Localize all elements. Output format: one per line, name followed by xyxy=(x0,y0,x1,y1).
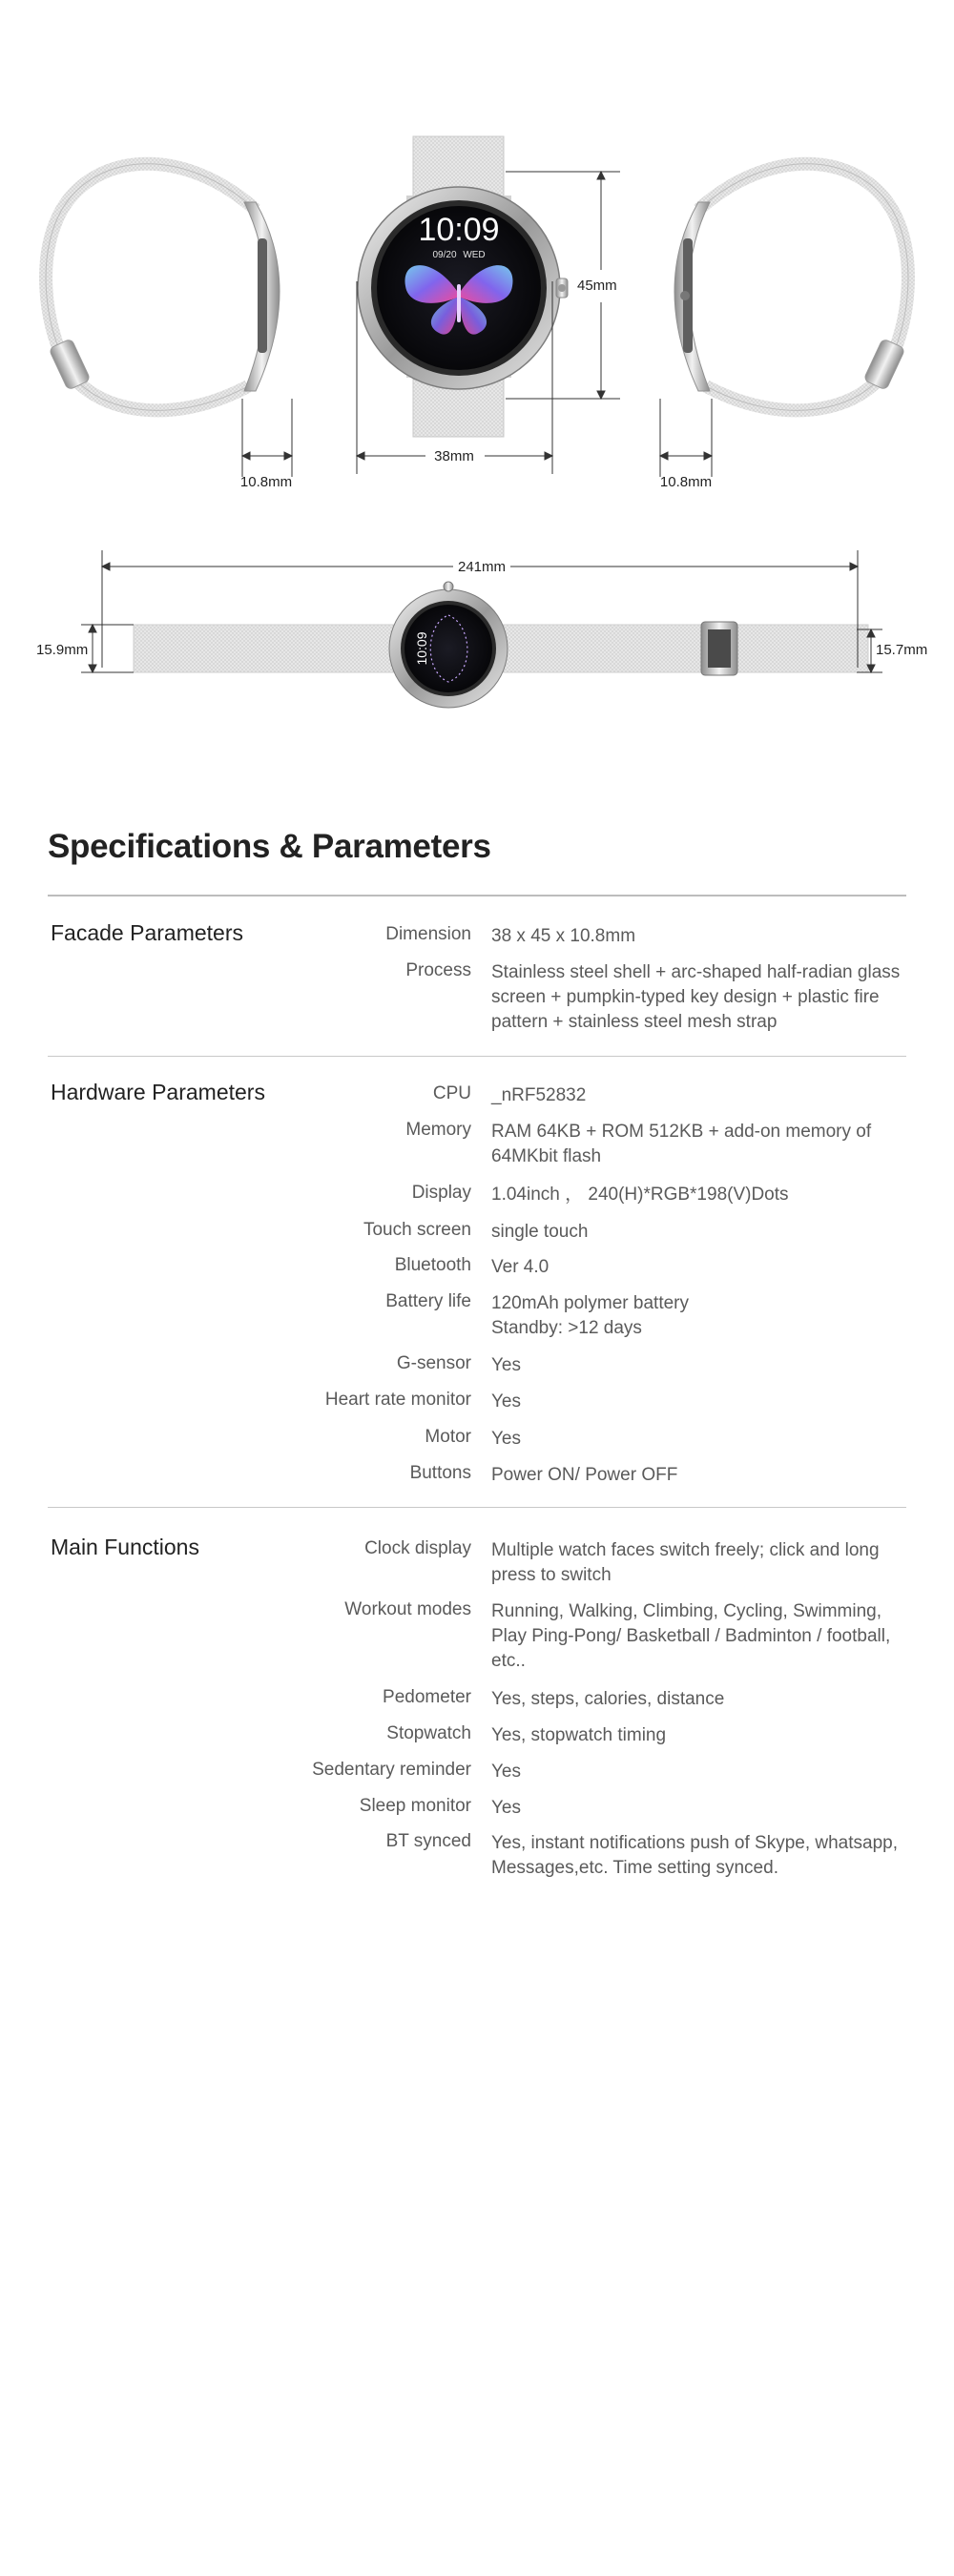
dimension-side-right xyxy=(660,399,712,477)
spec-value: 1.04inch ， 240(H)*RGB*198(V)Dots xyxy=(491,1185,789,1205)
spec-value: _nRF52832 xyxy=(491,1085,587,1105)
spec-value: single touch xyxy=(491,1222,589,1242)
spec-label: CPU xyxy=(432,1083,471,1103)
spec-value: Stainless steel shell + arc-shaped half-radian glass screen + pumpkin-typed key design + plastic fire pattern + stainless steel mesh strap xyxy=(491,962,901,1032)
spec-value: 38 x 45 x 10.8mm xyxy=(491,926,636,946)
watch-date-text: 09/20 xyxy=(432,250,457,260)
watch-day-text: WED xyxy=(463,250,486,260)
strap-right-thickness-label: 15.7mm xyxy=(876,642,928,658)
spec-label: Battery life xyxy=(385,1291,471,1311)
dimension-side-left xyxy=(242,399,292,477)
side-view-right xyxy=(674,164,908,411)
front-width-label: 38mm xyxy=(434,448,474,464)
spec-value: Yes xyxy=(491,1429,521,1449)
spec-label: BT synced xyxy=(385,1831,471,1851)
section-title: Hardware Parameters xyxy=(51,1080,265,1104)
spec-label: Motor xyxy=(425,1427,471,1447)
watch-time-text: 10:09 xyxy=(418,212,500,248)
section-title: Facade Parameters xyxy=(51,920,243,945)
side-right-depth-label: 10.8mm xyxy=(659,474,713,490)
spec-label: Bluetooth xyxy=(394,1255,471,1275)
spec-label: Touch screen xyxy=(363,1220,471,1240)
product-dimension-diagram xyxy=(0,0,954,763)
spec-value: Yes xyxy=(491,1762,521,1782)
spec-value: Yes xyxy=(491,1798,521,1818)
front-view-watch xyxy=(358,136,568,437)
dimension-strap-left xyxy=(81,625,134,672)
spec-value: Yes, steps, calories, distance xyxy=(491,1689,725,1709)
specifications-title: Specifications & Parameters xyxy=(48,828,491,865)
spec-value: Multiple watch faces switch freely; click and long press to switch xyxy=(491,1540,880,1585)
side-left-depth-label: 10.8mm xyxy=(239,474,293,490)
spec-value: Yes xyxy=(491,1391,521,1412)
spec-label: G-sensor xyxy=(396,1353,471,1373)
spec-label: Workout modes xyxy=(344,1599,471,1619)
spec-label: Sedentary reminder xyxy=(312,1760,471,1780)
title-divider xyxy=(48,895,906,896)
spec-label: Heart rate monitor xyxy=(324,1390,471,1410)
spec-value: Yes, instant notifications push of Skype, whatsapp, Messages,etc. Time setting synced. xyxy=(491,1833,899,1878)
spec-value: Ver 4.0 xyxy=(491,1257,550,1277)
total-length-label: 241mm xyxy=(457,559,507,575)
flat-strap-view xyxy=(134,582,868,708)
spec-label: Dimension xyxy=(385,924,471,944)
spec-value: Power ON/ Power OFF xyxy=(491,1465,678,1485)
front-height-label: 45mm xyxy=(577,278,617,294)
flat-watch-time-text: 10:09 xyxy=(414,631,429,666)
spec-label: Process xyxy=(405,960,471,980)
section-divider xyxy=(48,1507,906,1508)
spec-label: Stopwatch xyxy=(386,1723,471,1743)
spec-label: Display xyxy=(411,1183,471,1203)
spec-label: Memory xyxy=(405,1120,471,1140)
spec-value: 120mAh polymer battery Standby: >12 days xyxy=(491,1293,689,1338)
spec-value: Yes xyxy=(491,1355,521,1375)
side-view-left xyxy=(46,164,280,411)
spec-label: Clock display xyxy=(364,1538,471,1558)
spec-label: Sleep monitor xyxy=(359,1796,471,1816)
spec-value: RAM 64KB + ROM 512KB + add-on memory of 64MKbit flash xyxy=(491,1122,872,1166)
spec-value: Running, Walking, Climbing, Cycling, Swimming, Play Ping-Pong/ Basketball / Badminton / football, etc.. xyxy=(491,1601,891,1671)
section-title: Main Functions xyxy=(51,1535,199,1559)
spec-value: Yes, stopwatch timing xyxy=(491,1725,667,1745)
section-divider xyxy=(48,1056,906,1057)
strap-left-thickness-label: 15.9mm xyxy=(36,642,89,658)
spec-label: Pedometer xyxy=(383,1687,471,1707)
spec-label: Buttons xyxy=(409,1463,471,1483)
